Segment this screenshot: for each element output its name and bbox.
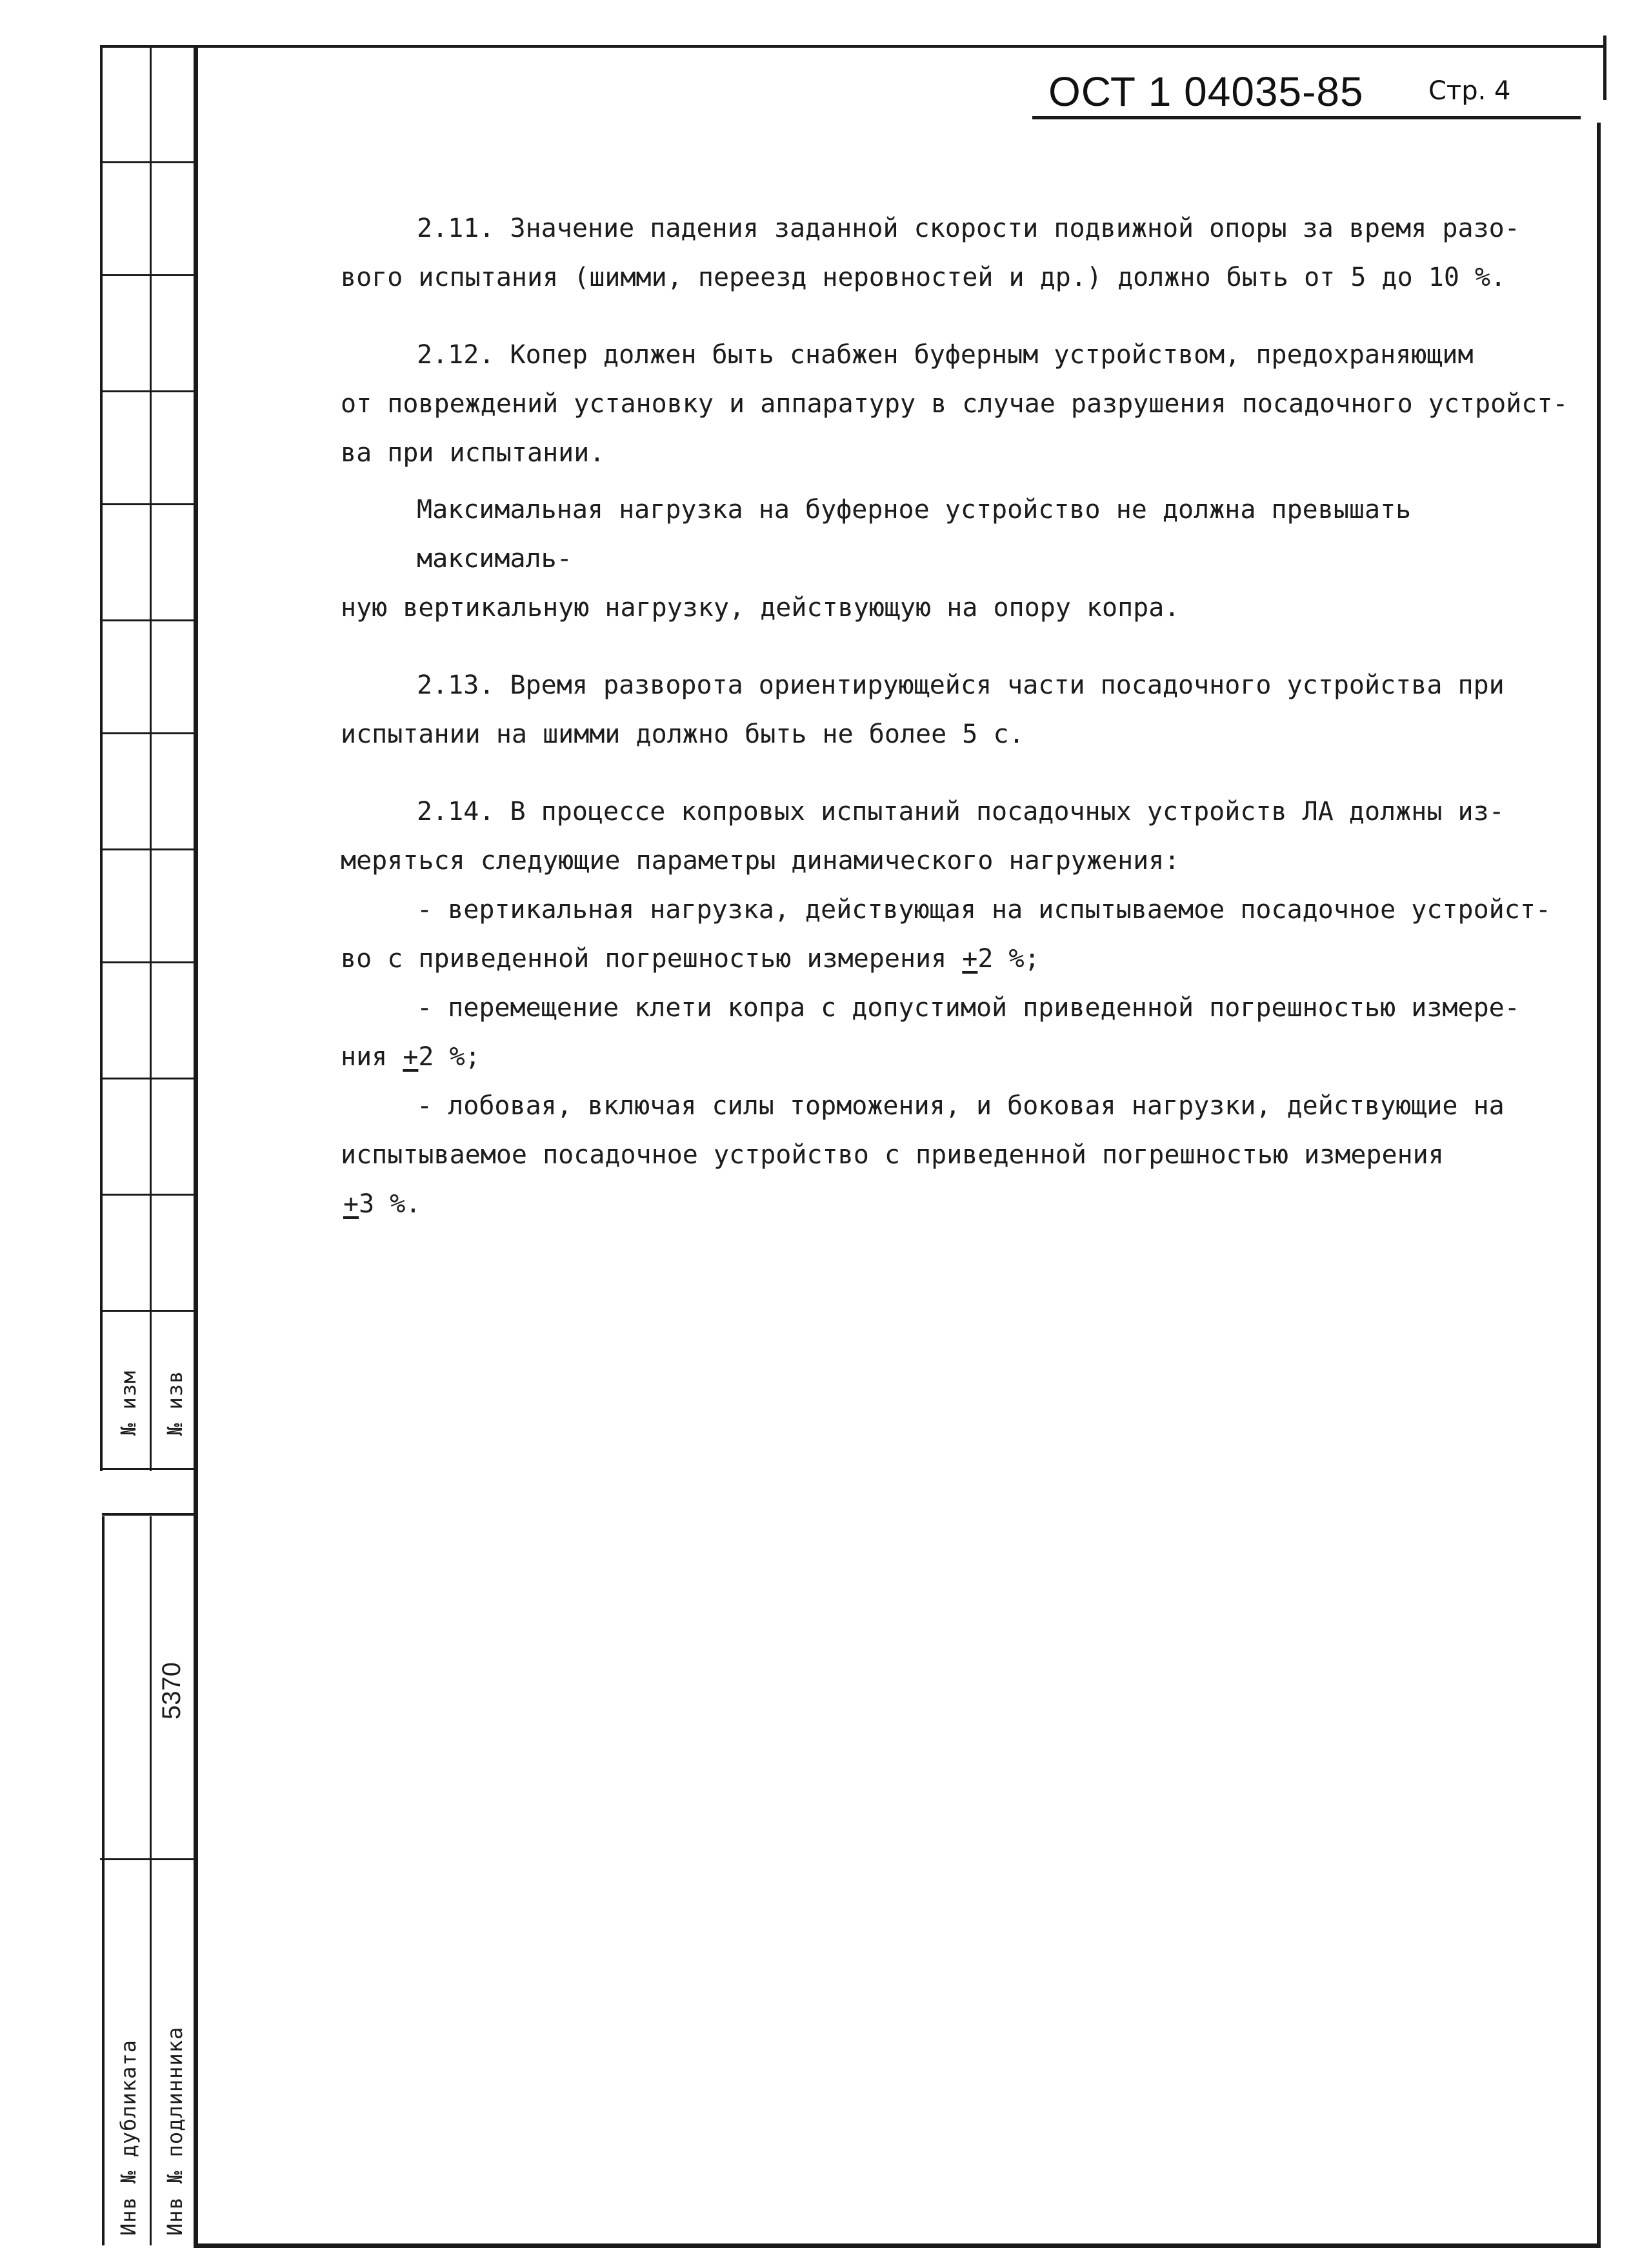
list-item-frontal-load-line2: испытываемое посадочное устройство с приведенной погрешностью измерения <box>341 1140 1444 1170</box>
list-item-vertical-load-line1: - вертикальная нагрузка, действующая на испытываемое посадочное устройст- <box>417 895 1551 925</box>
frame-right-line <box>1597 123 1601 2248</box>
stamp-strip-cell-line <box>100 848 195 850</box>
paragraph-2-12-line1: 2.12. Копер должен быть снабжен буферным устройством, предохраняющим <box>417 340 1474 370</box>
text-fragment: ния <box>341 1042 403 1072</box>
list-item-frontal-load-line1: - лобовая, включая силы торможения, и боковая нагрузки, действующие на <box>417 1091 1505 1121</box>
list-item-displacement-line1: - перемещение клети копра с допустимой приведенной погрешностью измере- <box>417 993 1520 1023</box>
stamp-strip-cell-line <box>100 619 195 621</box>
stamp-strip-cell-line <box>100 732 195 734</box>
plus-minus-sign: + <box>962 944 978 974</box>
paragraph-max-load-line1: Максимальная нагрузка на буферное устройство не должна превышать максималь- <box>417 495 1412 574</box>
stamp-strip-cell-line <box>100 1310 195 1312</box>
header-rule <box>1032 116 1581 119</box>
stamp-strip-cell-line <box>100 1468 195 1470</box>
stamp-izv-label: № изв <box>163 1370 187 1436</box>
tolerance-value: 2 %; <box>977 944 1040 974</box>
tolerance-value: 3 %. <box>359 1189 421 1219</box>
paragraph-2-12-line3: ва при испытании. <box>341 438 605 468</box>
stamp-lower-middle-line <box>150 1516 152 2245</box>
list-item-vertical-load-line2 <box>341 934 1579 983</box>
stamp-lower-top-line <box>102 1513 195 1516</box>
stamp-strip-cell-line <box>100 503 195 505</box>
frame-top-line <box>100 45 1606 48</box>
paragraph-2-11-line2: вого испытания (шимми, переезд неровностей и др.) должно быть от 5 до 10 %. <box>341 263 1506 292</box>
paragraph-2-14-line2: меряться следующие параметры динамического нагружения: <box>341 846 1180 876</box>
stamp-strip-outer-line <box>100 45 103 1471</box>
stamp-strip-cell-line <box>100 274 195 276</box>
stamp-lower-outer-line <box>102 1516 105 2245</box>
paragraph-2-12-line2: от повреждений установку и аппаратуру в случае разрушения посадочного устройст- <box>341 389 1568 419</box>
paragraph-max-load-line2: ную вертикальную нагрузку, действующую на опору копра. <box>341 593 1180 623</box>
frame-left-line <box>194 46 198 2248</box>
stamp-strip-cell-line <box>100 961 195 963</box>
stamp-strip-cell-line <box>100 390 195 392</box>
paragraph-2-14-line1: 2.14. В процессе копровых испытаний посадочных устройств ЛА должны из- <box>417 797 1505 827</box>
frame-top-right-tick <box>1603 35 1606 100</box>
list-item-displacement-line2 <box>341 1032 1579 1081</box>
stamp-inv-duplicate-label: Инв № дубликата <box>116 2040 141 2236</box>
plus-minus-sign: + <box>403 1042 419 1072</box>
document-body <box>341 204 1579 1229</box>
document-code: ОСТ 1 04035-85 <box>1048 68 1364 115</box>
frame-bottom-line <box>194 2243 1600 2248</box>
stamp-strip-cell-line <box>100 1194 195 1196</box>
paragraph-2-13-line1: 2.13. Время разворота ориентирующейся части посадочного устройства при <box>417 670 1505 700</box>
stamp-strip-cell-line <box>100 1078 195 1079</box>
list-item-frontal-load-line3 <box>341 1179 1579 1229</box>
stamp-inv-original-label: Инв № подлинника <box>163 2026 187 2236</box>
page-number: Стр. 4 <box>1428 76 1511 106</box>
inv-original-number: 5370 <box>157 1662 186 1720</box>
tolerance-value: 2 %; <box>418 1042 481 1072</box>
paragraph-2-13-line2: испытании на шимми должно быть не более 5 с. <box>341 719 1025 749</box>
stamp-strip-cell-line <box>100 161 195 163</box>
text-fragment: во с приведенной погрешностью измерения <box>341 944 963 974</box>
stamp-strip-middle-line <box>150 45 152 1471</box>
stamp-izm-label: № изм <box>116 1370 141 1436</box>
stamp-lower-cell-line <box>100 1858 195 1860</box>
plus-minus-sign: + <box>343 1189 359 1219</box>
paragraph-2-11-line1: 2.11. Значение падения заданной скорости подвижной опоры за время разо- <box>417 214 1520 243</box>
